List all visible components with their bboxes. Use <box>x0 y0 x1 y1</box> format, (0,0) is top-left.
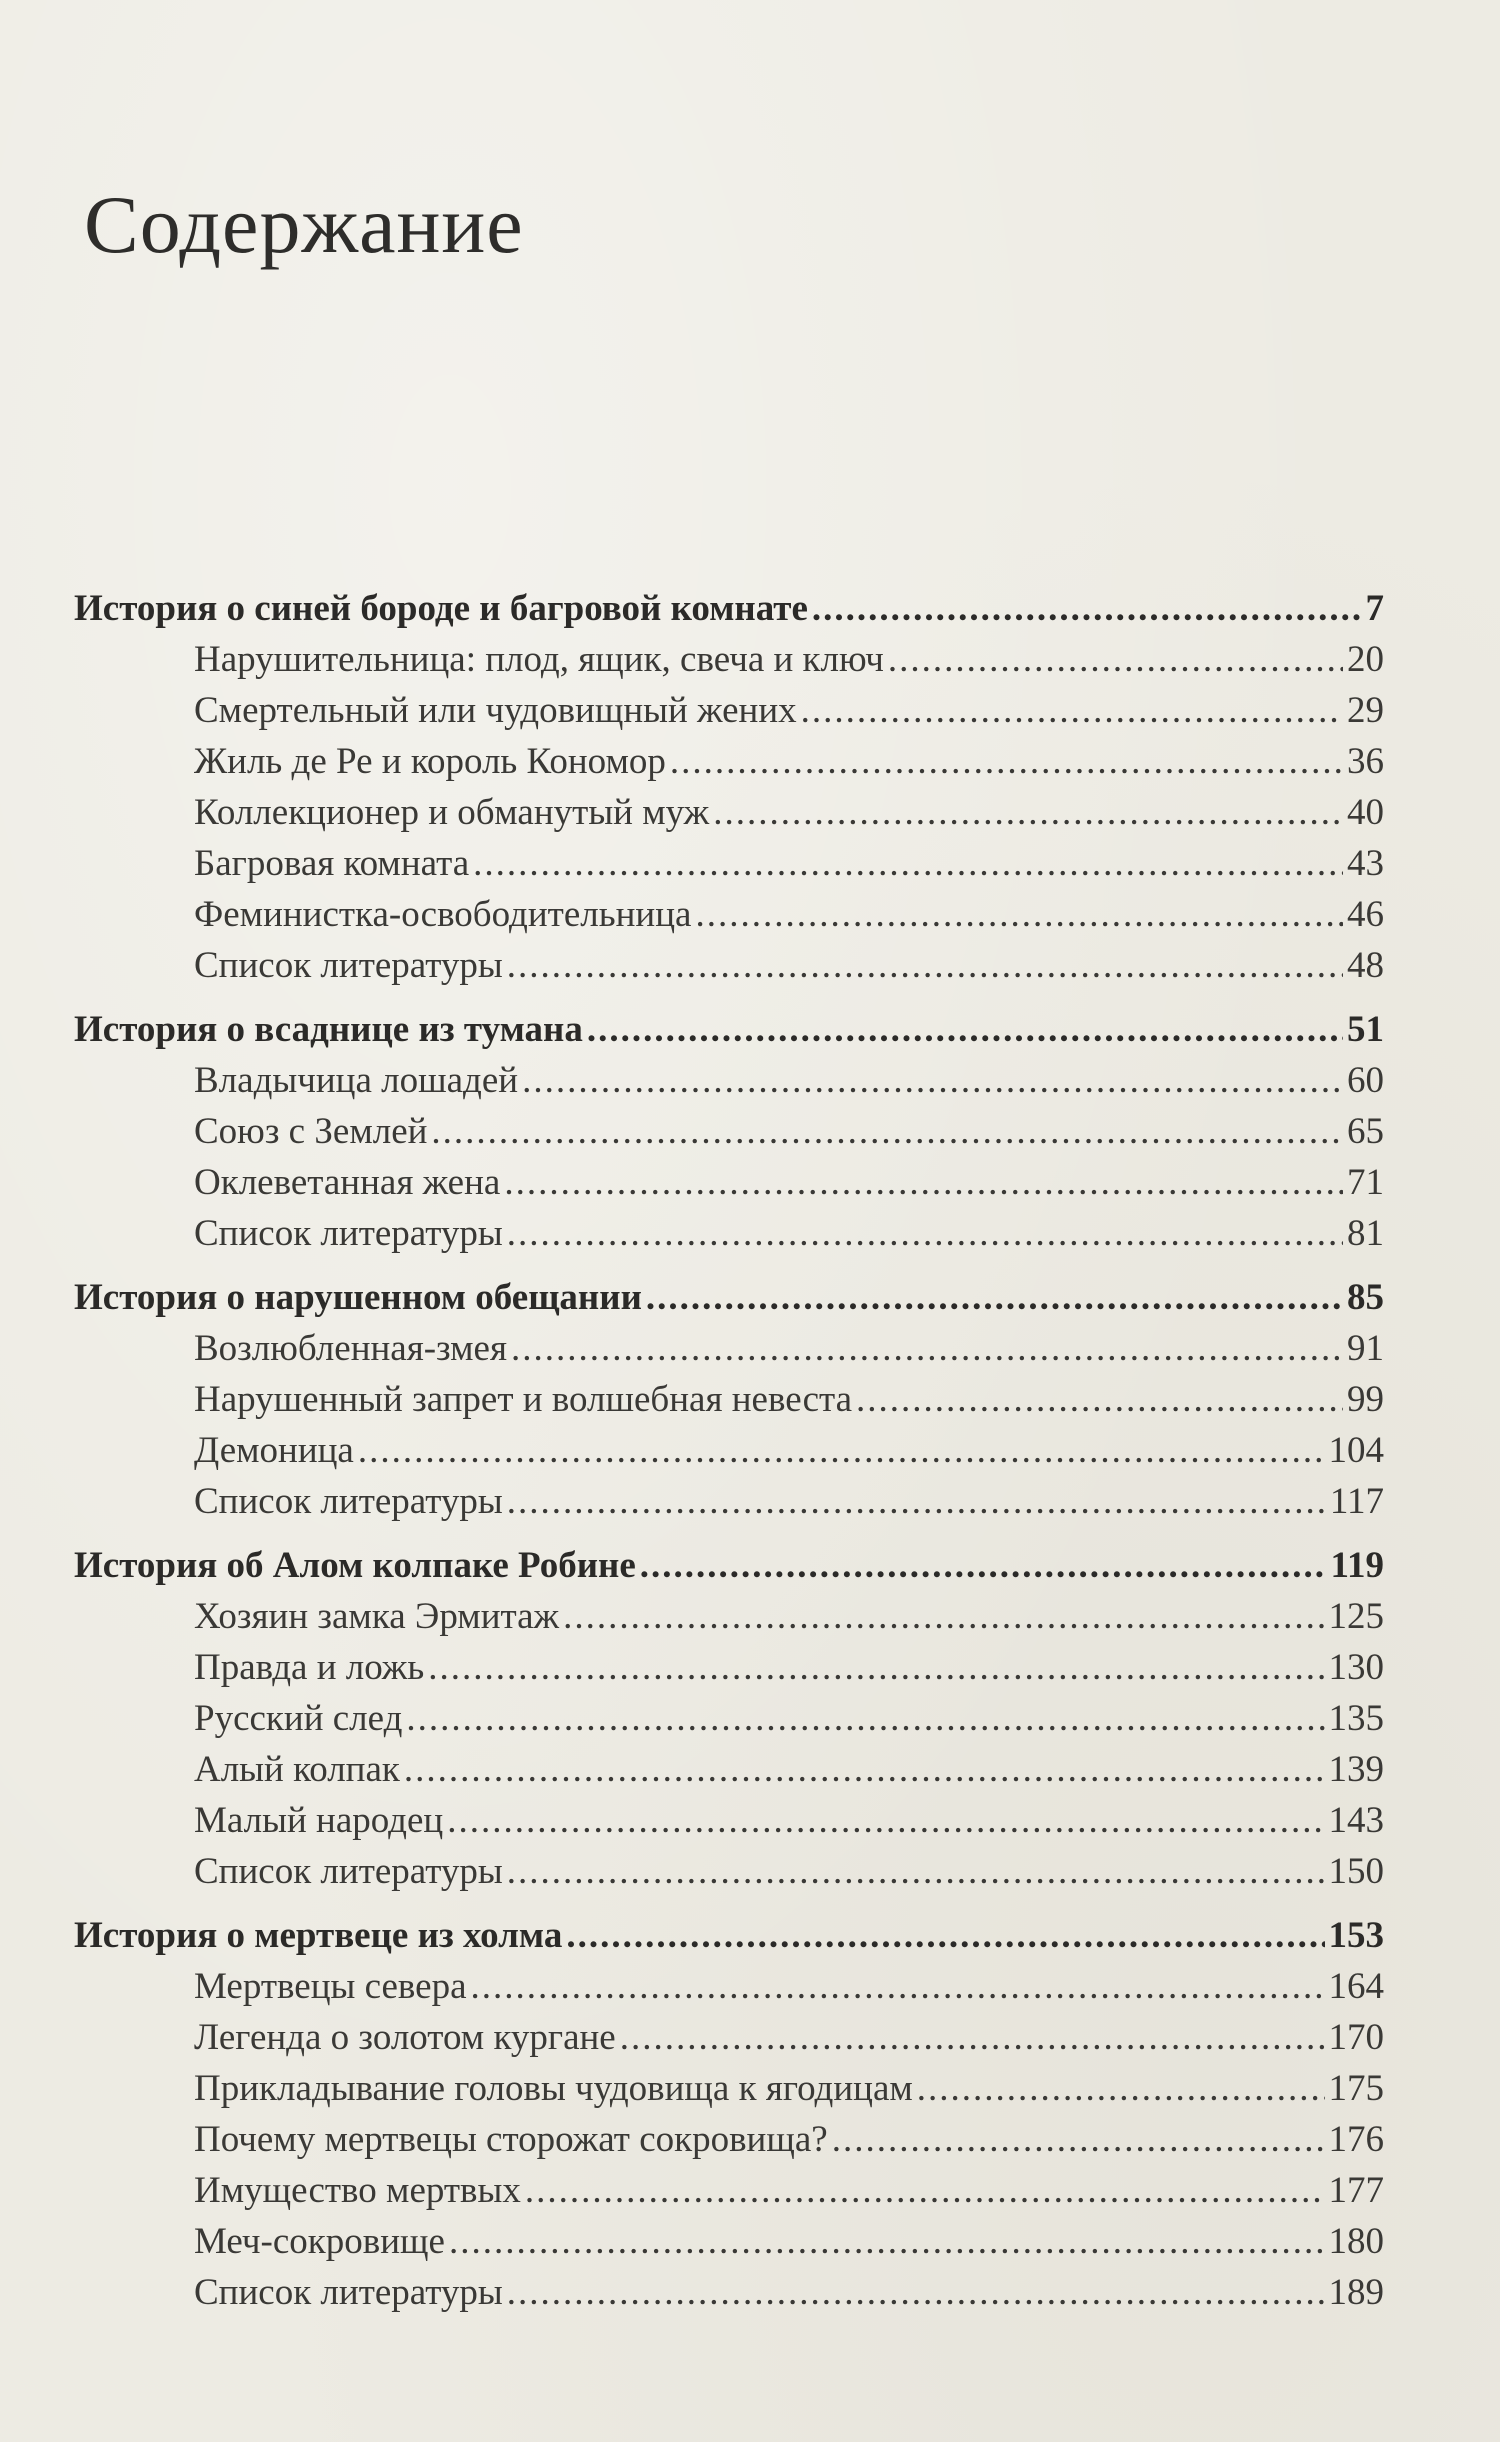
dot-leader <box>620 2012 1325 2063</box>
dot-leader <box>640 1540 1327 1591</box>
dot-leader <box>917 2063 1325 2114</box>
toc-subsection-title: Хозяин замка Эрмитаж <box>194 1596 560 1637</box>
toc-subsection-entry[interactable] <box>74 1425 1384 1476</box>
dot-leader <box>695 889 1343 940</box>
dot-leader <box>507 2267 1325 2318</box>
toc-subsection-page-number: 150 <box>1328 1851 1384 1892</box>
toc-subsection-page-number: 180 <box>1328 2221 1384 2262</box>
dot-leader <box>358 1425 1325 1476</box>
toc-subsection-title: Легенда о золотом кургане <box>194 2017 616 2058</box>
toc-subsection-entry[interactable] <box>74 1693 1384 1744</box>
toc-subsection-title: Багровая комната <box>194 843 470 884</box>
dot-leader <box>428 1642 1324 1693</box>
toc-subsection-entry[interactable] <box>74 736 1384 787</box>
toc-chapter-title: История о нарушенном обещании <box>74 1277 642 1318</box>
dot-leader <box>888 634 1343 685</box>
toc-subsection-title: Жиль де Ре и король Кономор <box>194 741 666 782</box>
toc-chapter-title: История о мертвеце из холма <box>74 1915 563 1956</box>
toc-subsection-title: Правда и ложь <box>194 1647 425 1688</box>
toc-subsection-entry[interactable] <box>74 634 1384 685</box>
toc-subsection-page-number: 135 <box>1328 1698 1384 1739</box>
dot-leader <box>511 1323 1343 1374</box>
toc-subsection-page-number: 125 <box>1328 1596 1384 1637</box>
toc-chapter-page-number: 119 <box>1330 1545 1384 1586</box>
toc-subsection-page-number: 130 <box>1328 1647 1384 1688</box>
toc-subsection-title: Имущество мертвых <box>194 2170 521 2211</box>
toc-subsection-page-number: 139 <box>1328 1749 1384 1790</box>
toc-subsection-entry[interactable] <box>74 685 1384 736</box>
toc-subsection-entry[interactable] <box>74 1157 1384 1208</box>
toc-subsection-entry[interactable] <box>74 1106 1384 1157</box>
toc-subsection-entry[interactable] <box>74 1374 1384 1425</box>
dot-leader <box>507 1846 1325 1897</box>
toc-subsection-page-number: 175 <box>1328 2068 1384 2109</box>
dot-leader <box>471 1961 1325 2012</box>
toc-chapter-page-number: 51 <box>1347 1009 1384 1050</box>
toc-subsection-page-number: 81 <box>1347 1213 1384 1254</box>
toc-chapter-entry[interactable] <box>74 1540 1384 1591</box>
toc-subsection-page-number: 36 <box>1347 741 1384 782</box>
toc-subsection-page-number: 117 <box>1329 1481 1384 1522</box>
toc-subsection-title: Прикладывание головы чудовища к ягодицам <box>194 2068 913 2109</box>
dot-leader <box>522 1055 1343 1106</box>
toc-subsection-title: Список литературы <box>194 1213 503 1254</box>
toc-subsection-entry[interactable] <box>74 838 1384 889</box>
toc-subsection-entry[interactable] <box>74 2012 1384 2063</box>
toc-subsection-title: Союз с Землей <box>194 1111 428 1152</box>
toc-section <box>74 1540 1384 1897</box>
toc-subsection-page-number: 29 <box>1347 690 1384 731</box>
toc-chapter-page-number: 153 <box>1328 1915 1384 1956</box>
toc-chapter-title: История о всаднице из тумана <box>74 1009 583 1050</box>
toc-subsection-entry[interactable] <box>74 787 1384 838</box>
toc-subsection-title: Оклеветанная жена <box>194 1162 501 1203</box>
dot-leader <box>646 1272 1343 1323</box>
toc-subsection-title: Алый колпак <box>194 1749 400 1790</box>
toc-subsection-entry[interactable] <box>74 2267 1384 2318</box>
dot-leader <box>504 1157 1343 1208</box>
toc-chapter-page-number: 7 <box>1365 588 1384 629</box>
dot-leader <box>566 1910 1324 1961</box>
toc-subsection-page-number: 170 <box>1328 2017 1384 2058</box>
toc-subsection-title: Список литературы <box>194 2272 503 2313</box>
dot-leader <box>431 1106 1343 1157</box>
toc-section <box>74 583 1384 991</box>
toc-subsection-entry[interactable] <box>74 1961 1384 2012</box>
toc-subsection-page-number: 71 <box>1347 1162 1384 1203</box>
toc-chapter-entry[interactable] <box>74 1004 1384 1055</box>
toc-subsection-page-number: 40 <box>1347 792 1384 833</box>
toc-chapter-entry[interactable] <box>74 1272 1384 1323</box>
dot-leader <box>670 736 1343 787</box>
toc-subsection-page-number: 46 <box>1347 894 1384 935</box>
toc-chapter-entry[interactable] <box>74 1910 1384 1961</box>
toc-subsection-entry[interactable] <box>74 1476 1384 1527</box>
dot-leader <box>473 838 1343 889</box>
toc-subsection-page-number: 60 <box>1347 1060 1384 1101</box>
toc-subsection-title: Владычица лошадей <box>194 1060 519 1101</box>
toc-subsection-page-number: 43 <box>1347 843 1384 884</box>
toc-chapter-title: История о синей бороде и багровой комнате <box>74 588 808 629</box>
toc-subsection-title: Феминистка-освободительница <box>194 894 692 935</box>
toc-subsection-title: Список литературы <box>194 945 503 986</box>
toc-subsection-page-number: 65 <box>1347 1111 1384 1152</box>
dot-leader <box>507 1208 1343 1259</box>
toc-subsection-entry[interactable] <box>74 940 1384 991</box>
toc-subsection-entry[interactable] <box>74 889 1384 940</box>
toc-subsection-title: Почему мертвецы сторожат сокровища? <box>194 2119 828 2160</box>
toc-subsection-title: Коллекционер и обманутый муж <box>194 792 710 833</box>
dot-leader <box>563 1591 1324 1642</box>
toc-subsection-title: Смертельный или чудовищный жених <box>194 690 797 731</box>
toc-section <box>74 1910 1384 2318</box>
toc-subsection-entry[interactable] <box>74 1208 1384 1259</box>
dot-leader <box>525 2165 1325 2216</box>
toc-subsection-entry[interactable] <box>74 1642 1384 1693</box>
toc-subsection-page-number: 177 <box>1328 2170 1384 2211</box>
toc-subsection-page-number: 20 <box>1347 639 1384 680</box>
toc-subsection-page-number: 176 <box>1328 2119 1384 2160</box>
toc-subsection-title: Мертвецы севера <box>194 1966 467 2007</box>
toc-subsection-page-number: 99 <box>1347 1379 1384 1420</box>
toc-subsection-entry[interactable] <box>74 2216 1384 2267</box>
toc-subsection-entry[interactable] <box>74 2114 1384 2165</box>
toc-subsection-entry[interactable] <box>74 1795 1384 1846</box>
toc-section <box>74 1272 1384 1527</box>
dot-leader <box>713 787 1343 838</box>
dot-leader <box>587 1004 1343 1055</box>
toc-chapter-title: История об Алом колпаке Робине <box>74 1545 636 1586</box>
dot-leader <box>507 940 1343 991</box>
toc-subsection-entry[interactable] <box>74 2165 1384 2216</box>
toc-subsection-page-number: 189 <box>1328 2272 1384 2313</box>
toc-subsection-page-number: 48 <box>1347 945 1384 986</box>
toc-subsection-title: Русский след <box>194 1698 403 1739</box>
toc-subsection-title: Нарушительница: плод, ящик, свеча и ключ <box>194 639 884 680</box>
toc-subsection-page-number: 164 <box>1328 1966 1384 2007</box>
toc-subsection-title: Нарушенный запрет и волшебная невеста <box>194 1379 853 1420</box>
dot-leader <box>832 2114 1325 2165</box>
toc-subsection-title: Список литературы <box>194 1481 503 1522</box>
dot-leader <box>507 1476 1326 1527</box>
toc-subsection-entry[interactable] <box>74 1055 1384 1106</box>
toc-subsection-page-number: 91 <box>1347 1328 1384 1369</box>
table-of-contents <box>74 583 1384 2331</box>
toc-subsection-title: Малый народец <box>194 1800 444 1841</box>
dot-leader <box>801 685 1343 736</box>
toc-subsection-entry[interactable] <box>74 2063 1384 2114</box>
toc-subsection-entry[interactable] <box>74 1744 1384 1795</box>
dot-leader <box>447 1795 1324 1846</box>
toc-subsection-page-number: 104 <box>1328 1430 1384 1471</box>
dot-leader <box>812 583 1362 634</box>
toc-subsection-title: Меч-сокровище <box>194 2221 445 2262</box>
toc-chapter-entry[interactable] <box>74 583 1384 634</box>
dot-leader <box>406 1693 1324 1744</box>
toc-subsection-title: Список литературы <box>194 1851 503 1892</box>
toc-subsection-entry[interactable] <box>74 1846 1384 1897</box>
dot-leader <box>404 1744 1325 1795</box>
toc-section <box>74 1004 1384 1259</box>
toc-subsection-title: Демоница <box>194 1430 354 1471</box>
toc-subsection-entry[interactable] <box>74 1591 1384 1642</box>
dot-leader <box>856 1374 1343 1425</box>
toc-subsection-entry[interactable] <box>74 1323 1384 1374</box>
toc-chapter-page-number: 85 <box>1347 1277 1384 1318</box>
toc-subsection-page-number: 143 <box>1328 1800 1384 1841</box>
toc-subsection-title: Возлюбленная-змея <box>194 1328 508 1369</box>
page-title: Содержание <box>84 179 524 270</box>
dot-leader <box>449 2216 1325 2267</box>
